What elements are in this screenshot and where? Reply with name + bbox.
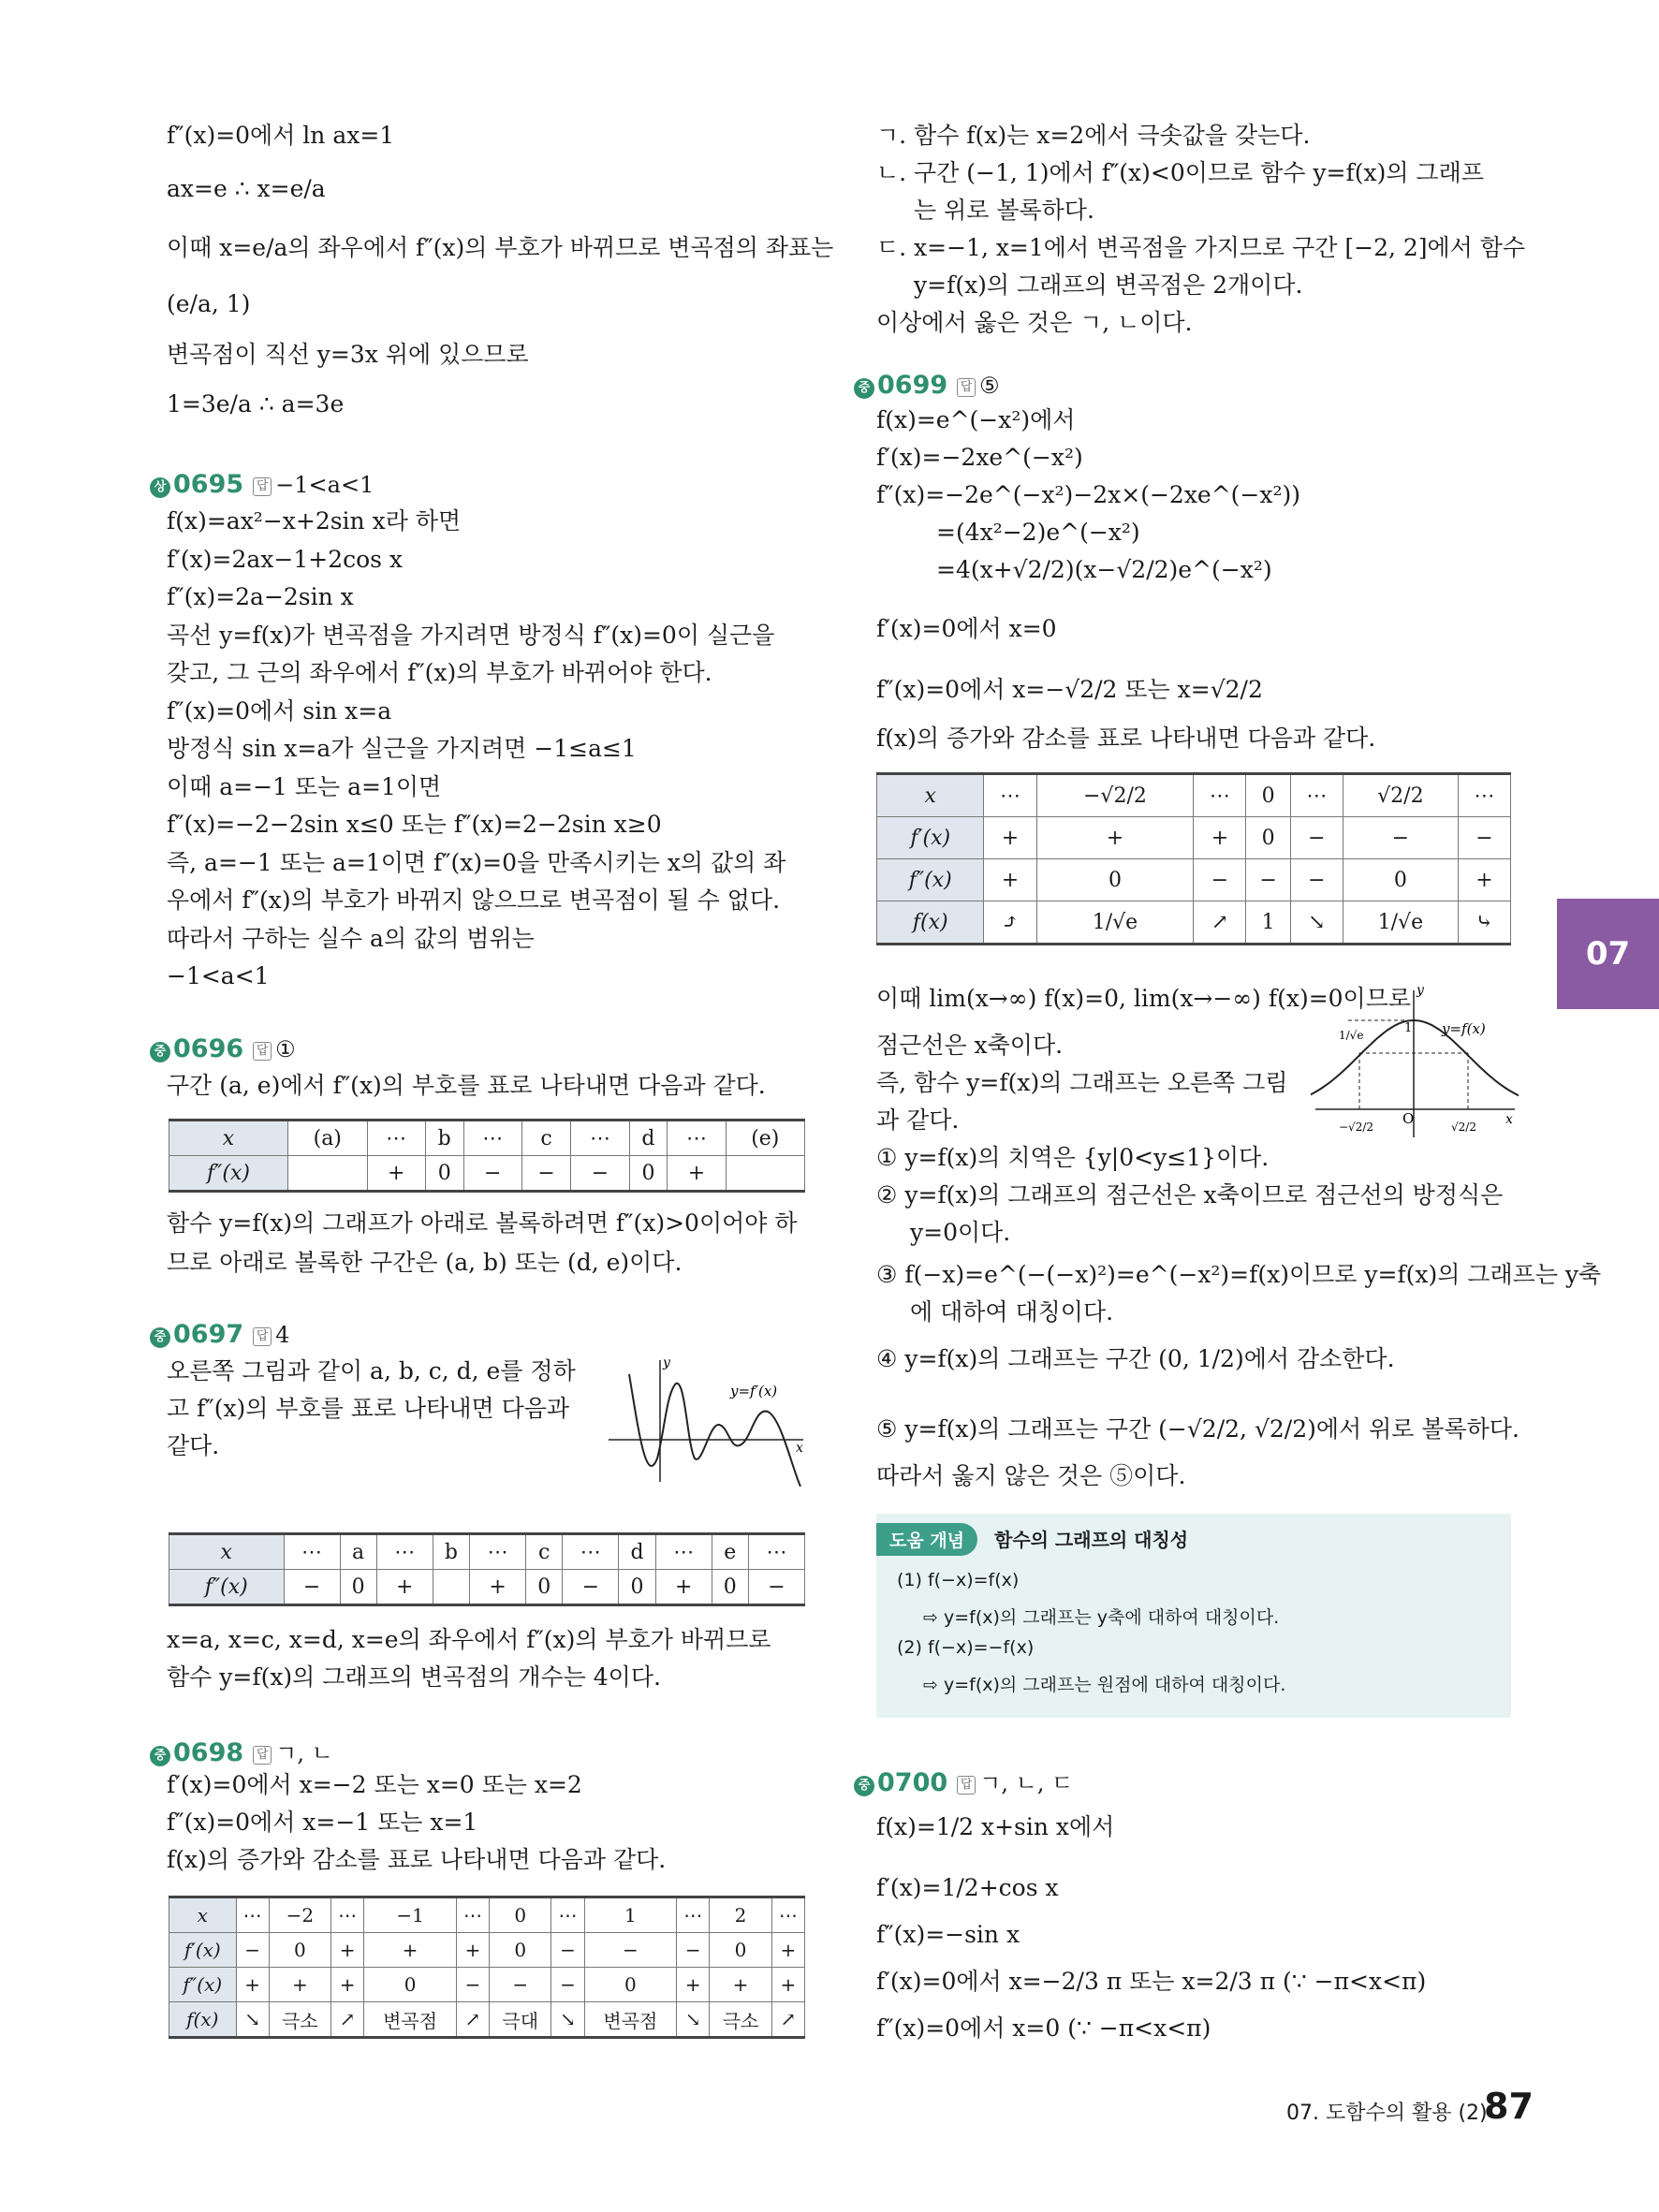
level-badge: 중 (854, 378, 874, 399)
intro-line: 1=3e/a ∴ a=3e (167, 390, 345, 417)
table-cell: + (456, 1933, 489, 1968)
text-line: ① y=f(x)의 치역은 {y|0<y≤1}이다. (876, 1144, 1270, 1171)
answer-mark-icon: 답 (253, 477, 272, 496)
text-line: 과 같다. (876, 1106, 960, 1134)
chapter-tab: 07 (1557, 899, 1659, 1009)
table-cell: + (984, 817, 1036, 859)
table-row-header: f″(x) (169, 1570, 285, 1605)
table-cell: − (1458, 817, 1510, 859)
table-cell: − (584, 1933, 677, 1968)
concept-line: ⇨ y=f(x)의 그래프는 y축에 대하여 대칭이다. (923, 1607, 1280, 1628)
table-cell: + (668, 1156, 726, 1192)
page-number: 87 (1484, 2086, 1534, 2127)
gaussian-graph (1311, 983, 1519, 1142)
table-row (877, 901, 1511, 945)
text-line: 이때 a=−1 또는 a=1이면 (167, 772, 442, 800)
text-line: 함수 y=f(x)의 그래프의 변곡점의 개수는 4이다. (167, 1663, 661, 1691)
text-line: ② y=f(x)의 그래프의 점근선은 x축이므로 점근선의 방정식은 (876, 1181, 1504, 1209)
table-cell: + (677, 1968, 710, 2002)
problem-number: 0697 (173, 1320, 244, 1349)
problem-header-0697 (150, 1320, 289, 1349)
text-line: f′(x)=0에서 x=0 (876, 615, 1057, 642)
table-cell: ⋯ (984, 774, 1036, 817)
table-cell: −√2/2 (1036, 774, 1194, 817)
table-row (169, 1570, 805, 1605)
table-cell: ↗ (771, 2002, 804, 2038)
table-cell: + (984, 859, 1036, 901)
answer: ㄱ, ㄴ (275, 1740, 333, 1766)
text-line: f(x)=1/2 x+sin x에서 (876, 1813, 1115, 1840)
table-cell: + (1194, 817, 1246, 859)
table-cell: (a) (287, 1121, 367, 1156)
text-line: f′(x)=0에서 x=−2/3 π 또는 x=2/3 π (∵ −π<x<π) (876, 1968, 1427, 1995)
problem-header-0695 (150, 470, 374, 499)
text-line: y=f(x)의 그래프의 변곡점은 2개이다. (914, 271, 1303, 299)
table-cell: 0 (490, 1897, 551, 1933)
table-cell: ⋯ (771, 1897, 804, 1933)
text-line: 즉, 함수 y=f(x)의 그래프는 오른쪽 그림 (876, 1069, 1288, 1096)
table-cell: 2 (710, 1897, 771, 1933)
answer: −1<a<1 (275, 472, 374, 498)
tick-label-inv-sqrt-e: 1/√e (1339, 1029, 1364, 1042)
text-line: ④ y=f(x)의 그래프는 구간 (0, 1/2)에서 감소한다. (876, 1345, 1395, 1372)
table-row-header: x (169, 1534, 285, 1570)
table-cell: 0 (526, 1570, 563, 1605)
problem-header-0698 (150, 1735, 333, 1767)
text-line: f″(x)=−2−2sin x≤0 또는 f″(x)=2−2sin x≥0 (167, 811, 662, 838)
problem-number: 0700 (877, 1768, 948, 1797)
table-cell: + (269, 1968, 330, 2002)
table-cell: 0 (1246, 774, 1290, 817)
text-line: f″(x)=2a−2sin x (167, 583, 354, 610)
table-cell: + (1036, 817, 1194, 859)
table-cell: − (521, 1156, 571, 1192)
table-cell: − (551, 1968, 584, 2002)
answer: 4 (275, 1322, 290, 1348)
table-cell: e (712, 1534, 748, 1570)
table-cell (433, 1570, 469, 1605)
problem-header-0699 (854, 371, 1000, 400)
text-line: f′(x)=1/2+cos x (876, 1874, 1059, 1901)
concept-line: (2) f(−x)=−f(x) (897, 1637, 1035, 1658)
text-line: f″(x)=−sin x (876, 1921, 1020, 1948)
table-cell: ⋯ (748, 1534, 804, 1570)
table-cell: − (1290, 817, 1343, 859)
table-cell: 0 (269, 1933, 330, 1968)
table-cell: 0 (710, 1933, 771, 1968)
table-cell: ⋯ (1290, 774, 1343, 817)
concept-line: (1) f(−x)=f(x) (897, 1570, 1020, 1590)
table-row-header: x (169, 1121, 288, 1156)
table-cell: − (563, 1570, 619, 1605)
table-cell: + (364, 1933, 457, 1968)
table-cell: − (1194, 859, 1246, 901)
text-line: ③ f(−x)=e^(−(−x)²)=e^(−x²)=f(x)이므로 y=f(x)의 그래프는 y축 (876, 1261, 1602, 1288)
concept-line: ⇨ y=f(x)의 그래프는 원점에 대하여 대칭이다. (923, 1675, 1286, 1695)
level-badge: 중 (854, 1776, 874, 1796)
problem-number: 0699 (877, 371, 948, 400)
table-cell: b (425, 1121, 463, 1156)
sign-table-0696 (169, 1119, 805, 1193)
table-row (169, 1968, 805, 2002)
table-cell: + (376, 1570, 433, 1605)
table-cell: − (551, 1933, 584, 1968)
table-cell: ↗ (331, 2002, 364, 2038)
level-badge: 중 (150, 1042, 170, 1062)
table-cell: 0 (425, 1156, 463, 1192)
table-cell: ⋯ (655, 1534, 712, 1570)
table-cell: ⋯ (571, 1121, 629, 1156)
table-cell: a (340, 1534, 376, 1570)
answer-mark-icon: 답 (957, 378, 976, 397)
text-line: 므로 아래로 볼록한 구간은 (a, b) 또는 (d, e)이다. (167, 1249, 683, 1276)
table-cell: (e) (726, 1121, 804, 1156)
table-cell: 극대 (490, 2002, 551, 2038)
problem-number: 0695 (173, 470, 244, 499)
problem-header-0700 (854, 1765, 1073, 1797)
table-cell: − (1246, 859, 1290, 901)
table-cell: − (463, 1156, 521, 1192)
answer-mark-icon: 답 (957, 1776, 976, 1795)
table-row (169, 1897, 805, 1933)
text-line: 따라서 구하는 실수 a의 값의 범위는 (167, 924, 535, 952)
table-cell: ⋯ (1458, 774, 1510, 817)
table-row-header: x (877, 774, 984, 817)
level-badge: 중 (150, 1327, 170, 1348)
tick-label-root2-half: √2/2 (1451, 1121, 1476, 1134)
table-cell: ⋯ (563, 1534, 619, 1570)
table-cell: ↘ (1290, 901, 1343, 945)
text-line: f″(x)=0에서 sin x=a (167, 696, 392, 725)
table-cell: −1 (364, 1897, 457, 1933)
table-cell: ⋯ (236, 1897, 269, 1933)
table-row (877, 859, 1511, 901)
table-cell: − (456, 1968, 489, 2002)
y-axis-label: y (663, 1355, 670, 1370)
text-line: 우에서 f″(x)의 부호가 바뀌지 않으므로 변곡점이 될 수 없다. (167, 886, 781, 914)
text-line: ㄴ. 구간 (−1, 1)에서 f″(x)<0이므로 함수 y=f(x)의 그래프 (876, 159, 1484, 186)
problem-number: 0696 (173, 1034, 244, 1063)
table-cell: √2/2 (1343, 774, 1458, 817)
table-cell: ↘ (677, 2002, 710, 2038)
table-cell: ⋯ (551, 1897, 584, 1933)
intro-line: (e/a, 1) (167, 290, 251, 317)
table-row (169, 1156, 805, 1192)
table-cell: −2 (269, 1897, 330, 1933)
text-line: 함수 y=f(x)의 그래프가 아래로 볼록하려면 f″(x)>0이어야 하 (167, 1209, 798, 1237)
text-line: 같다. (167, 1432, 220, 1459)
level-badge: 상 (150, 477, 170, 498)
intro-line: f″(x)=0에서 ln ax=1 (167, 122, 395, 149)
table-cell: d (619, 1534, 655, 1570)
graph-label: y=f(x) (1442, 1020, 1486, 1037)
table-cell: c (526, 1534, 563, 1570)
table-cell: ⋯ (284, 1534, 340, 1570)
text-line: 따라서 옳지 않은 것은 ⑤이다. (876, 1462, 1186, 1489)
sign-table-0698 (169, 1896, 805, 2039)
footer-chapter: 07. 도함수의 활용 (2) (1286, 2102, 1488, 2125)
table-cell: 0 (1036, 859, 1194, 901)
table-row-header: f′(x) (169, 1933, 237, 1968)
table-row (169, 1933, 805, 1968)
table-cell: 0 (364, 1968, 457, 2002)
table-cell: 극소 (710, 2002, 771, 2038)
table-row-header: f″(x) (169, 1968, 237, 2002)
table-row (169, 1121, 805, 1156)
text-line: =(4x²−2)e^(−x²) (936, 519, 1140, 546)
table-cell: 0 (712, 1570, 748, 1605)
text-line: 점근선은 x축이다. (876, 1032, 1064, 1059)
text-line: 곡선 y=f(x)가 변곡점을 가지려면 방정식 f″(x)=0이 실근을 (167, 621, 775, 649)
table-cell: − (748, 1570, 804, 1605)
table-cell: ⋯ (331, 1897, 364, 1933)
text-line: f′(x)=−2xe^(−x²) (876, 444, 1083, 471)
table-cell: ⋯ (1194, 774, 1246, 817)
table-cell: + (655, 1570, 712, 1605)
text-line: 방정식 sin x=a가 실근을 가지려면 −1≤a≤1 (167, 735, 637, 762)
table-cell: ↘ (236, 2002, 269, 2038)
tick-label-one: 1 (1404, 1021, 1413, 1035)
origin-label: O (1402, 1110, 1415, 1127)
intro-line: 이때 x=e/a의 좌우에서 f″(x)의 부호가 바뀌므로 변곡점의 좌표는 (167, 234, 834, 261)
table-cell: ↗ (456, 2002, 489, 2038)
table-row-header: x (169, 1897, 237, 1933)
table-cell: ⋯ (668, 1121, 726, 1156)
answer-mark-icon: 답 (253, 1042, 272, 1061)
table-cell: 0 (619, 1570, 655, 1605)
table-cell: ⋯ (677, 1897, 710, 1933)
table-row (169, 1534, 805, 1570)
text-line: ㄱ. 함수 f(x)는 x=2에서 극솟값을 갖는다. (876, 122, 1311, 149)
text-line: 구간 (a, e)에서 f″(x)의 부호를 표로 나타내면 다음과 같다. (167, 1072, 766, 1099)
table-cell: 0 (340, 1570, 376, 1605)
graph-label: y=f′(x) (730, 1383, 778, 1399)
text-line: 즉, a=−1 또는 a=1이면 f″(x)=0을 만족시키는 x의 값의 좌 (167, 848, 786, 876)
text-line: =4(x+√2/2)(x−√2/2)e^(−x²) (936, 556, 1272, 583)
table-cell: − (236, 1933, 269, 1968)
text-line: −1<a<1 (167, 962, 270, 989)
table-cell (726, 1156, 804, 1192)
sign-table-0697 (169, 1532, 805, 1606)
tick-label-neg-root2-half: −√2/2 (1339, 1121, 1374, 1134)
table-cell: ⋯ (470, 1534, 526, 1570)
table-cell: ↘ (551, 2002, 584, 2038)
table-cell: 1 (584, 1897, 677, 1933)
text-line: 이때 lim(x→∞) f(x)=0, lim(x→−∞) f(x)=0이므로 (876, 985, 1412, 1012)
table-cell: − (284, 1570, 340, 1605)
table-cell: + (771, 1933, 804, 1968)
table-row (877, 774, 1511, 817)
table-cell: − (1343, 817, 1458, 859)
sign-table-0699 (876, 772, 1511, 945)
text-line: ⑤ y=f(x)의 그래프는 구간 (−√2/2, √2/2)에서 위로 볼록하다. (876, 1415, 1520, 1443)
text-line: f(x)의 증가와 감소를 표로 나타내면 다음과 같다. (167, 1846, 667, 1873)
table-cell: c (521, 1121, 571, 1156)
table-cell: + (470, 1570, 526, 1605)
table-row (877, 817, 1511, 859)
intro-line: 변곡점이 직선 y=3x 위에 있으므로 (167, 341, 529, 368)
table-cell: − (490, 1968, 551, 2002)
text-line: f′(x)=2ax−1+2cos x (167, 545, 404, 573)
table-cell: 1 (1246, 901, 1290, 945)
text-line: f′(x)=0에서 x=−2 또는 x=0 또는 x=2 (167, 1771, 582, 1798)
y-axis-label: y (1417, 983, 1424, 998)
table-cell (287, 1156, 367, 1192)
concept-box (876, 1514, 1511, 1718)
concept-title: 함수의 그래프의 대칭성 (994, 1529, 1189, 1551)
table-cell: d (629, 1121, 668, 1156)
table-cell: 0 (1246, 817, 1290, 859)
text-line: 이상에서 옳은 것은 ㄱ, ㄴ이다. (876, 309, 1193, 336)
table-cell: + (710, 1968, 771, 2002)
text-line: 고 f″(x)의 부호를 표로 나타내면 다음과 (167, 1395, 570, 1422)
x-axis-label: x (1505, 1112, 1513, 1127)
table-cell: b (433, 1534, 469, 1570)
table-cell: ⤷ (1458, 901, 1510, 945)
table-row (169, 2002, 805, 2038)
intro-line: ax=e ∴ x=e/a (167, 175, 326, 202)
table-row-header: f′(x) (877, 817, 984, 859)
table-cell: 1/√e (1343, 901, 1458, 945)
table-cell: − (1290, 859, 1343, 901)
table-cell: ⋯ (456, 1897, 489, 1933)
text-line: 갖고, 그 근의 좌우에서 f″(x)의 부호가 바뀌어야 한다. (167, 659, 712, 686)
problem-header-0696 (150, 1034, 296, 1063)
text-line: f″(x)=0에서 x=0 (∵ −π<x<π) (876, 2014, 1211, 2042)
table-cell: − (571, 1156, 629, 1192)
text-line: f″(x)=0에서 x=−1 또는 x=1 (167, 1809, 478, 1836)
text-line: f(x)의 증가와 감소를 표로 나타내면 다음과 같다. (876, 725, 1376, 752)
text-line: ㄷ. x=−1, x=1에서 변곡점을 가지므로 구간 [−2, 2]에서 함수 (876, 234, 1526, 261)
table-cell: ↗ (1194, 901, 1246, 945)
table-cell: − (677, 1933, 710, 1968)
answer-mark-icon: 답 (253, 1746, 272, 1765)
table-cell: + (331, 1933, 364, 1968)
text-line: x=a, x=c, x=d, x=e의 좌우에서 f″(x)의 부호가 바뀌므로 (167, 1626, 771, 1653)
answer: ⑤ (979, 373, 1000, 399)
text-line: 는 위로 볼록하다. (914, 197, 1094, 224)
problem-number: 0698 (173, 1738, 244, 1767)
level-badge: 중 (150, 1746, 170, 1766)
text-line: f(x)=e^(−x²)에서 (876, 406, 1076, 433)
text-line: f″(x)=−2e^(−x²)−2x×(−2xe^(−x²)) (876, 481, 1300, 508)
table-cell: 0 (490, 1933, 551, 1968)
table-cell: 변곡점 (364, 2002, 457, 2038)
text-line: f(x)=ax²−x+2sin x라 하면 (167, 507, 462, 535)
answer: ① (275, 1036, 296, 1062)
x-axis-label: x (796, 1441, 803, 1456)
table-cell: ⋯ (376, 1534, 433, 1570)
table-cell: ⋯ (463, 1121, 521, 1156)
answer: ㄱ, ㄴ, ㄷ (979, 1770, 1074, 1796)
table-cell: + (236, 1968, 269, 2002)
text-line: 오른쪽 그림과 같이 a, b, c, d, e를 정하 (167, 1357, 576, 1384)
table-cell: + (331, 1968, 364, 2002)
table-cell: + (771, 1968, 804, 2002)
text-line: 에 대하여 대칭이다. (910, 1298, 1114, 1326)
table-cell: 1/√e (1036, 901, 1194, 945)
table-cell: 변곡점 (584, 2002, 677, 2038)
table-cell: 0 (629, 1156, 668, 1192)
table-cell: ⋯ (367, 1121, 425, 1156)
table-row-header: f″(x) (877, 859, 984, 901)
answer-mark-icon: 답 (253, 1327, 272, 1346)
table-cell: + (1458, 859, 1510, 901)
fprime-graph (609, 1355, 805, 1487)
concept-badge: 도움 개념 (876, 1523, 977, 1556)
table-cell: 극소 (269, 2002, 330, 2038)
table-row-header: f(x) (169, 2002, 237, 2038)
table-cell: ⤴ (984, 901, 1036, 945)
table-row-header: f″(x) (169, 1156, 288, 1192)
table-cell: + (367, 1156, 425, 1192)
table-cell: 0 (584, 1968, 677, 2002)
table-cell: 0 (1343, 859, 1458, 901)
table-row-header: f(x) (877, 901, 984, 945)
text-line: f″(x)=0에서 x=−√2/2 또는 x=√2/2 (876, 676, 1263, 703)
text-line: y=0이다. (910, 1219, 1011, 1246)
